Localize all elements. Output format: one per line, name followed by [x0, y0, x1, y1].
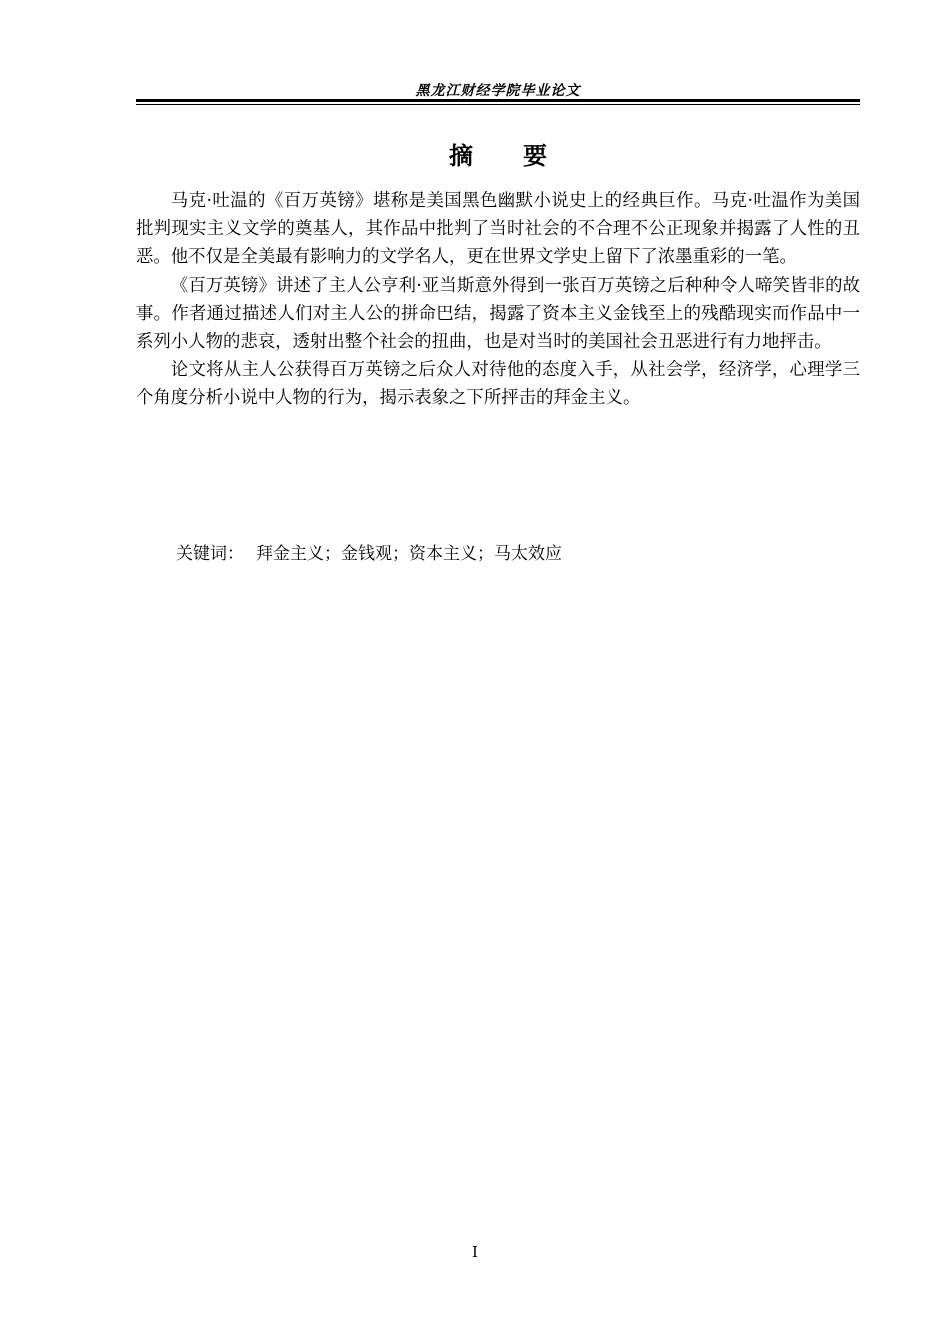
header-rule-thin	[136, 104, 860, 105]
page-number: I	[472, 1243, 478, 1261]
abstract-paragraph-2: 《百万英镑》讲述了主人公亨利·亚当斯意外得到一张百万英镑之后种种令人啼笑皆非的故事。作者通过描述人们对主人公的拼命巴结，揭露了资本主义金钱至上的残酷现实而作品中一系列小人物的悲哀，透射出整个社会的扭曲，也是对当时的美国社会丑恶进行有力地抨击。	[136, 275, 860, 353]
keywords-values: 拜金主义；金钱观；资本主义；马太效应	[256, 544, 562, 564]
abstract-paragraph-3: 论文将从主人公获得百万英镑之后众人对待他的态度入手，从社会学，经济学，心理学三个角度分析小说中人物的行为，揭示表象之下所抨击的拜金主义。	[136, 360, 860, 409]
running-header: 黑龙江财经学院毕业论文	[415, 83, 581, 99]
abstract-title: 摘要	[449, 142, 597, 170]
keywords-label: 关键词：	[176, 544, 244, 564]
abstract-body	[136, 187, 860, 413]
keywords-line	[176, 541, 562, 567]
abstract-paragraph-1: 马克·吐温的《百万英镑》堪称是美国黑色幽默小说史上的经典巨作。马克·吐温作为美国批判现实主义文学的奠基人，其作品中批判了当时社会的不合理不公正现象并揭露了人性的丑恶。他不仅是全美最有影响力的文学名人，更在世界文学史上留下了浓墨重彩的一笔。	[136, 191, 860, 268]
header-rule-thick	[136, 99, 860, 102]
